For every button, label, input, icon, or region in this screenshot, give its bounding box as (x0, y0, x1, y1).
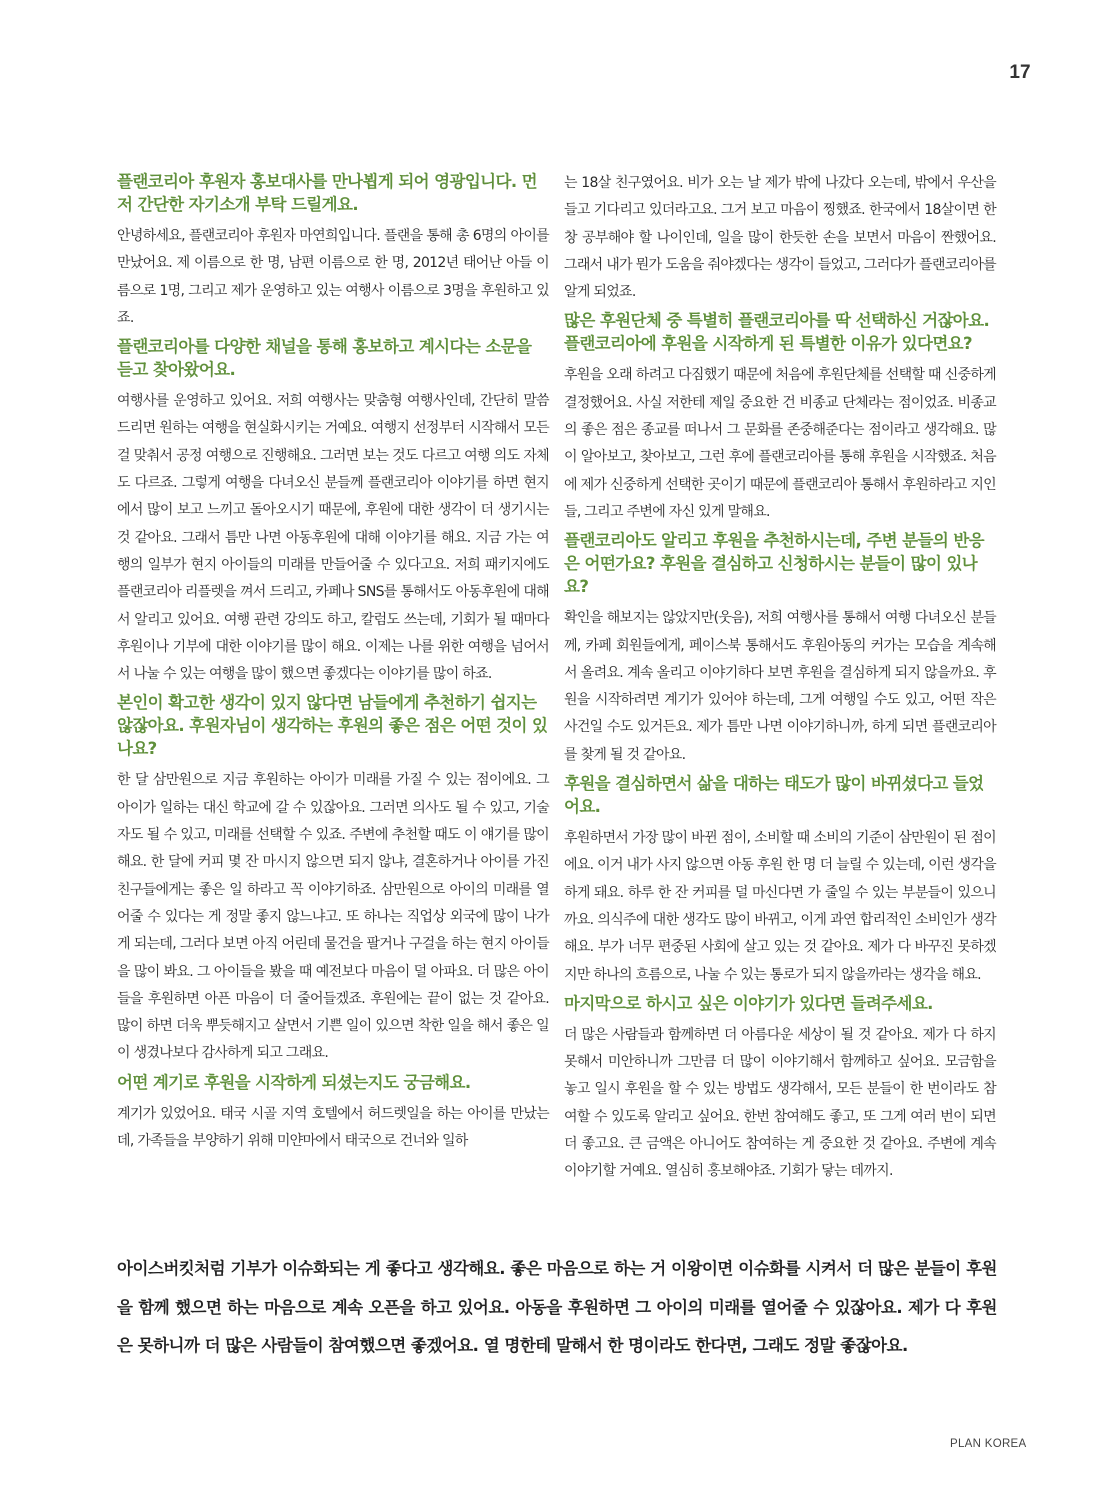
interview-answer: 안녕하세요, 플랜코리아 후원자 마연희입니다. 플랜을 통해 총 6명의 아이를 만났어요. 제 이름으로 한 명, 남편 이름으로 한 명, 2012년 태어난 아들 이름으로 1명, 그리고 제가 운영하고 있는 여행사 이름으로 3명을 후원하고 있죠. (117, 228, 549, 326)
interview-question: 플랜코리아 후원자 홍보대사를 만나뵙게 되어 영광입니다. 먼저 간단한 자기소개 부탁 드릴게요. (117, 172, 538, 214)
right-column (564, 170, 996, 1189)
interview-question: 어떤 계기로 후원을 시작하게 되셨는지도 궁금해요. (117, 1072, 471, 1092)
interview-answer: 계기가 있었어요. 태국 시골 지역 호텔에서 허드렛일을 하는 아이를 만났는데, 가족들을 부양하기 위해 미얀마에서 태국으로 건너와 일하 (117, 1105, 549, 1150)
interview-question: 플랜코리아를 다양한 채널을 통해 홍보하고 계시다는 소문을 듣고 찾아왔어요. (117, 337, 532, 380)
interview-answer: 확인을 해보지는 않았지만(웃음), 저희 여행사를 통해서 여행 다녀오신 분들께, 카페 회원들에게, 페이스북 통해서도 후원아동의 커가는 모습을 계속해서 올려요. 계속 올리고 이야기하다 보면 후원을 결심하게 되지 않을까요. 후원을 시작하려면 계기가 있어야 하는데, 그게 여행일 수도 있고, 어떤 작은 사건일 수도 있거든요. 제가 틈만 나면 이야기하니까, 하게 되면 플랜코리아를 찾게 될 것 같아요. (564, 610, 996, 763)
interview-answer: 여행사를 운영하고 있어요. 저희 여행사는 맞춤형 여행사인데, 간단히 말씀드리면 원하는 여행을 현실화시키는 거예요. 여행지 선정부터 시작해서 모든 걸 맞춰서 공정 여행으로 진행해요. 그러면 보는 것도 다르고 여행 의도 자체도 다르죠. 그렇게 여행을 다녀오신 분들께 플랜코리아 이야기를 하면 현지에서 많이 보고 느끼고 돌아오시기 때문에, 후원에 대한 생각이 더 생기시는 것 같아요. 그래서 틈만 나면 아동후원에 대해 이야기를 해요. 지금 가는 여행의 일부가 현지 아이들의 미래를 만들어줄 수 있다고요. 저희 패키지에도 플랜코리아 리플렛을 껴서 드리고, 카페나 SNS를 통해서도 아동후원에 대해서 알리고 있어요. 여행 관련 강의도 하고, 칼럼도 쓰는데, 기회가 될 때마다 후원이나 기부에 대한 이야기를 많이 해요. 이제는 나를 위한 여행을 넘어서서 나눌 수 있는 여행을 많이 했으면 좋겠다는 이야기를 많이 하죠. (117, 393, 549, 683)
interview-question: 플랜코리아도 알리고 후원을 추천하시는데, 주변 분들의 반응은 어떤가요? 후원을 결심하고 신청하시는 분들이 많이 있나요? (564, 531, 985, 597)
interview-answer: 한 달 삼만원으로 지금 후원하는 아이가 미래를 가질 수 있는 점이에요. 그 아이가 일하는 대신 학교에 갈 수 있잖아요. 그러면 의사도 될 수 있고, 기술자도 될 수 있고, 미래를 선택할 수 있죠. 주변에 추천할 때도 이 얘기를 많이 해요. 한 달에 커피 몇 잔 마시지 않으면 되지 않냐, 결혼하거나 아이를 가진 친구들에게는 좋은 일 하라고 꼭 이야기하죠. 삼만원으로 아이의 미래를 열어줄 수 있다는 게 정말 좋지 않느냐고. 또 하나는 직업상 외국에 많이 나가게 되는데, 그러다 보면 아직 어린데 물건을 팔거나 구걸을 하는 현지 아이들을 많이 봐요. 그 아이들을 봤을 때 예전보다 마음이 덜 아파요. 더 많은 아이들을 후원하면 아픈 마음이 더 줄어들겠죠. 후원에는 끝이 없는 것 같아요. 많이 하면 더욱 뿌듯해지고 살면서 기쁜 일이 있으면 착한 일을 해서 좋은 일이 생겼나보다 감사하게 되고 그래요. (117, 772, 549, 1062)
footer-brand: PLAN KOREA (950, 1438, 1027, 1450)
interview-answer-continued: 는 18살 친구였어요. 비가 오는 날 제가 밖에 나갔다 오는데, 밖에서 우산을 들고 기다리고 있더라고요. 그거 보고 마음이 찡했죠. 한국에서 18살이면 한창 공부해야 할 나이인데, 일을 많이 한듯한 손을 보면서 마음이 짠했어요. 그래서 내가 뭔가 도움을 줘야겠다는 생각이 들었고, 그러다가 플랜코리아를 알게 되었죠. (564, 175, 996, 301)
interview-question: 후원을 결심하면서 삶을 대하는 태도가 많이 바뀌셨다고 들었어요. (564, 774, 984, 817)
interview-question: 많은 후원단체 중 특별히 플랜코리아를 딱 선택하신 거잖아요. 플랜코리아에 후원을 시작하게 된 특별한 이유가 있다면요? (564, 311, 990, 354)
interview-answer: 후원하면서 가장 많이 바뀐 점이, 소비할 때 소비의 기준이 삼만원이 된 점이에요. 이거 내가 사지 않으면 아동 후원 한 명 더 늘릴 수 있는데, 이런 생각을 하게 돼요. 하루 한 잔 커피를 덜 마신다면 가 줄일 수 있는 부분들이 있으니까요. 의식주에 대한 생각도 많이 바뀌고, 이게 과연 합리적인 소비인가 생각해요. 부가 너무 편중된 사회에 살고 있는 것 같아요. 제가 다 바꾸진 못하겠지만 하나의 흐름으로, 나눌 수 있는 통로가 되지 않을까라는 생각을 해요. (564, 830, 996, 983)
interview-question: 본인이 확고한 생각이 있지 않다면 남들에게 추천하기 쉽지는 않잖아요. 후원자님이 생각하는 후원의 좋은 점은 어떤 것이 있나요? (117, 693, 548, 759)
pull-quote: 아이스버킷처럼 기부가 이슈화되는 게 좋다고 생각해요. 좋은 마음으로 하는 거 이왕이면 이슈화를 시켜서 더 많은 분들이 후원을 함께 했으면 하는 마음으로 계속 오픈을 하고 있어요. 아동을 후원하면 그 아이의 미래를 열어줄 수 있잖아요. 제가 다 후원은 못하니까 더 많은 사람들이 참여했으면 좋겠어요. 열 명한테 말해서 한 명이라도 한다면, 그래도 정말 좋잖아요. (117, 1259, 997, 1355)
interview-question: 마지막으로 하시고 싶은 이야기가 있다면 들려주세요. (564, 993, 933, 1013)
interview-answer: 후원을 오래 하려고 다짐했기 때문에 처음에 후원단체를 선택할 때 신중하게 결정했어요. 사실 저한테 제일 중요한 건 비종교 단체라는 점이었죠. 비종교의 좋은 점은 종교를 떠나서 그 문화를 존중해준다는 점이라고 생각해요. 많이 알아보고, 찾아보고, 그런 후에 플랜코리아를 통해 후원을 시작했죠. 처음에 제가 신중하게 선택한 곳이기 때문에 플랜코리아 통해서 후원하라고 지인들, 그리고 주변에 자신 있게 말해요. (564, 367, 996, 520)
interview-answer: 더 많은 사람들과 함께하면 더 아름다운 세상이 될 것 같아요. 제가 다 하지 못해서 미안하니까 그만큼 더 많이 이야기해서 함께하고 싶어요. 모금함을 놓고 일시 후원을 할 수 있는 방법도 생각해서, 모든 분들이 한 번이라도 참여할 수 있도록 알리고 싶어요. 한번 참여해도 좋고, 또 그게 여러 번이 되면 더 좋고요. 큰 금액은 아니어도 참여하는 게 중요한 것 같아요. 주변에 계속 이야기할 거예요. 열심히 홍보해야죠. 기회가 닿는 데까지. (564, 1026, 996, 1180)
page-number: 17 (1009, 62, 1031, 83)
left-column (117, 170, 549, 1158)
